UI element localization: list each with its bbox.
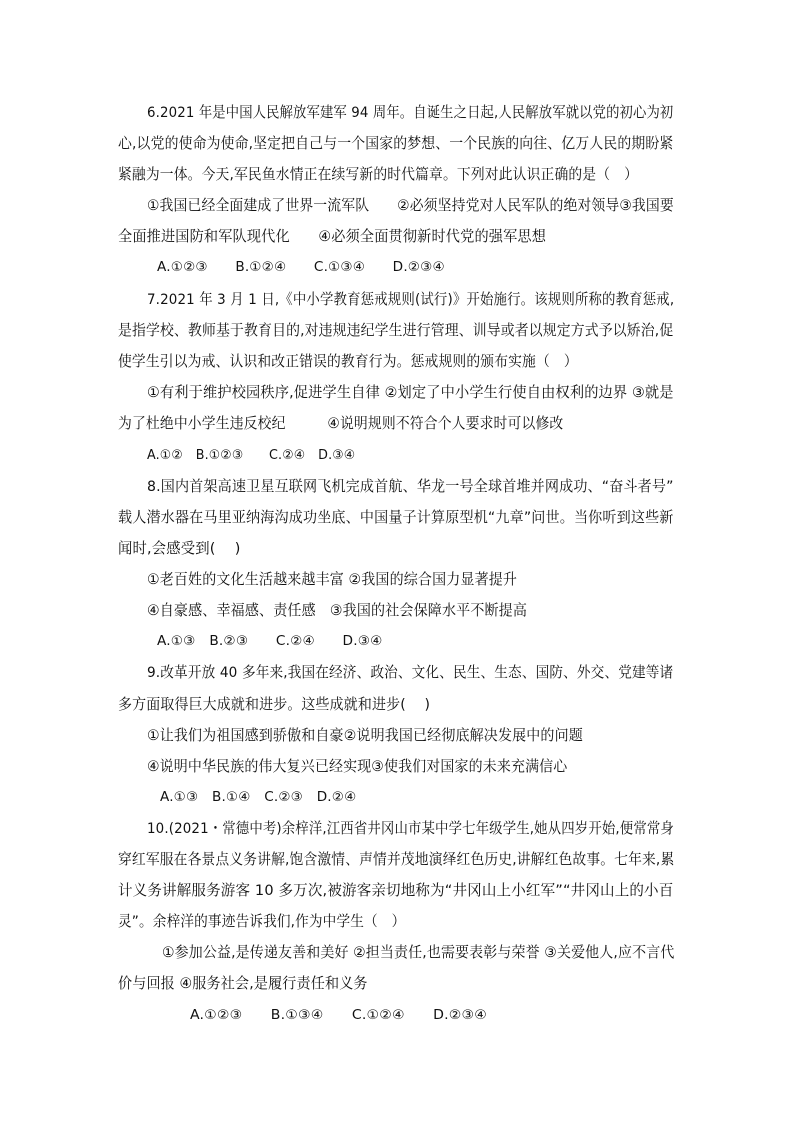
text-line: 载人潜水器在马里亚纳海沟成功坐底、中国量子计算原型机“九章”问世。当你听到这些新 [118, 509, 674, 526]
text-line: 8.国内首架高速卫星互联网飞机完成首航、华龙一号全球首堆并网成功、“奋斗者号” [147, 478, 674, 495]
text-line: 是指学校、教师基于教育目的,对违规违纪学生进行管理、训导或者以规定方式予以矫治,促 [118, 322, 674, 339]
answer-options: A.①②③ B.①②④ C.①③④ D.②③④ [157, 260, 445, 275]
text-line: 闻时,会感受到( ) [118, 540, 241, 557]
answer-options: A.①③ B.①④ C.②③ D.②④ [160, 790, 357, 805]
text-line: ①参加公益,是传递友善和美好 ②担当责任,也需要表彰与荣誉 ③关爱他人,应不言代 [162, 944, 675, 961]
text-line: 全面推进国防和军队现代化 ④必须全面贯彻新时代党的强军思想 [118, 228, 547, 245]
text-line: 价与回报 ④服务社会,是履行责任和义务 [118, 975, 368, 992]
text-line: 紧融为一体。今天,军民鱼水情正在续写新的时代篇章。下列对此认识正确的是（ ） [118, 166, 639, 183]
text-line: 7.2021 年 3 月 1 日,《中小学教育惩戒规则(试行)》开始施行。该规则所称的教育惩戒, [147, 291, 675, 308]
text-line: 6.2021 年是中国人民解放军建军 94 周年。自诞生之日起,人民解放军就以党的初心为初 [147, 104, 674, 121]
text-line: 9.改革开放 40 多年来,我国在经济、政治、文化、民生、生态、国防、外交、党建等诸 [147, 664, 674, 681]
text-line: 使学生引以为戒、认识和改正错误的教育行为。惩戒规则的颁布实施（ ） [118, 353, 578, 370]
text-line: ④说明中华民族的伟大复兴已经实现③使我们对国家的未来充满信心 [147, 758, 568, 775]
text-line: 穿红军服在各景点义务讲解,饱含激情、声情并茂地演绎红色历史,讲解红色故事。七年来,累 [118, 851, 675, 868]
text-line: ①老百姓的文化生活越来越丰富 ②我国的综合国力显著提升 [147, 571, 518, 588]
text-line: ①让我们为祖国感到骄傲和自豪②说明我国已经彻底解决发展中的问题 [147, 727, 583, 744]
text-line: 灵”。余梓洋的事迹告诉我们,作为中学生（ ） [118, 913, 406, 930]
answer-options: A.①③ B.②③ C.②④ D.③④ [157, 634, 383, 649]
text-line: ④自豪感、幸福感、责任感 ③我国的社会保障水平不断提高 [147, 602, 528, 619]
text-line: 为了杜绝中小学生违反校纪 ④说明规则不符合个人要求时可以修改 [118, 415, 564, 432]
text-line: 计义务讲解服务游客 10 多万次,被游客亲切地称为“井冈山上小红军”“井冈山上的小百 [118, 882, 674, 899]
text-line: 10.(2021・常德中考)余梓洋,江西省井冈山市某中学七年级学生,她从四岁开始,便常常身 [147, 820, 674, 837]
answer-options: A.①②③ B.①③④ C.①②④ D.②③④ [190, 1008, 487, 1023]
text-line: ①我国已经全面建成了世界一流军队 ②必须坚持党对人民军队的绝对领导③我国要 [147, 197, 674, 214]
text-line: 多方面取得巨大成就和进步。这些成就和进步( ) [118, 696, 431, 713]
text-line: ①有利于维护校园秩序,促进学生自律 ②划定了中小学生行使自由权利的边界 ③就是 [147, 384, 674, 401]
answer-options: A.①② B.①②③ C.②④ D.③④ [147, 448, 356, 463]
text-line: 心,以党的使命为使命,坚定把自己与一个国家的梦想、一个民族的向往、亿万人民的期盼紧 [118, 135, 674, 152]
